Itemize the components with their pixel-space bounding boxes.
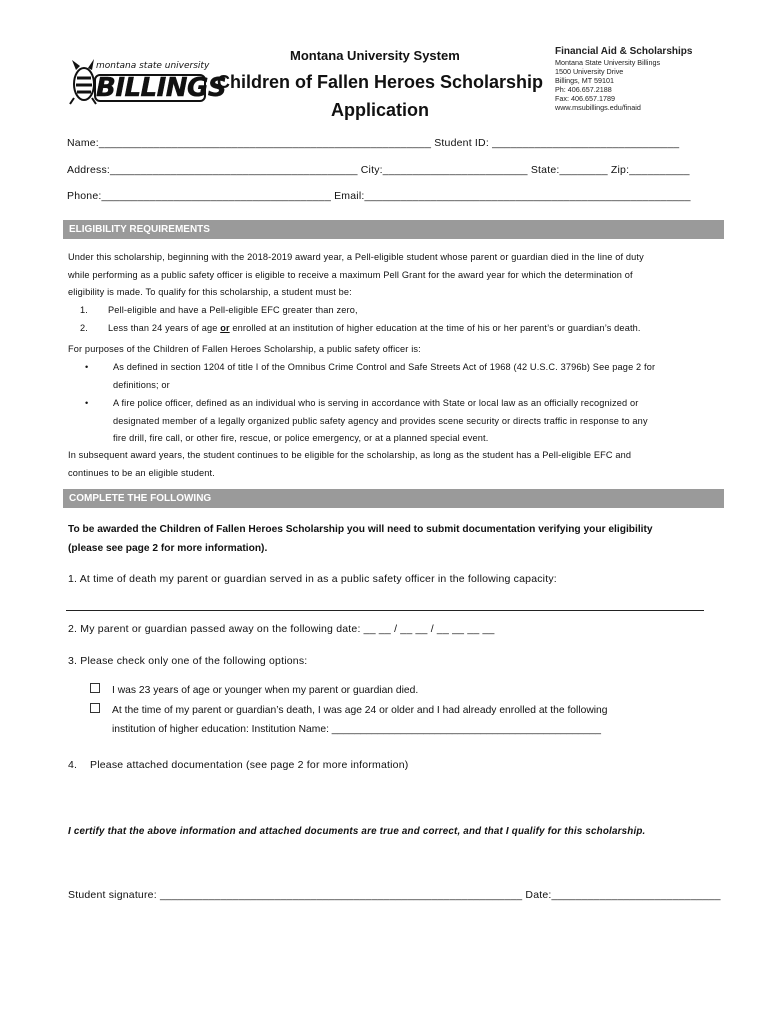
eligibility-heading: ELIGIBILITY REQUIREMENTS <box>63 220 724 239</box>
fire-police-bullet <box>85 395 705 448</box>
question-4 <box>68 759 408 771</box>
checkbox-under-24[interactable] <box>90 683 100 693</box>
subsequent-years-note <box>68 447 708 482</box>
instruction-line: To be awarded the Children of Fallen Heroes Scholarship you will need to submit documentation verifying your eligibility <box>68 524 653 535</box>
institution-name-field[interactable]: institution of higher education: Institution Name: _______________________________________________ <box>112 724 601 735</box>
bullet-line: As defined in section 1204 of title I of the Omnibus Crime Control and Safe Streets Act of 1968 (42 U.S.C. 3796b) See page 2 for <box>113 362 656 372</box>
instruction-line: (please see page 2 for more information). <box>68 543 268 554</box>
note-line: In subsequent award years, the student continues to be eligible for the scholarship, as long as the student has a Pell-eligible EFC and <box>68 450 632 460</box>
office-line: 1500 University Drive <box>555 67 624 76</box>
question-1: 1. At time of death my parent or guardian served in as a public safety officer in the following capacity: <box>68 573 557 585</box>
requirement-text: enrolled at an institution of higher education at the time of his or her parent’s or guardian’s death. <box>229 323 641 333</box>
capacity-answer-line[interactable] <box>66 610 704 611</box>
intro-line: while performing as a public safety officer is eligible to receive a maximum Pell Grant for the award year for which the determination of <box>68 269 633 280</box>
phone-email-field[interactable]: Phone:______________________________________ Email:______________________________________________________ <box>67 190 691 202</box>
documentation-instruction <box>68 520 718 558</box>
option-label: I was 23 years of age or younger when my parent or guardian died. <box>112 685 419 696</box>
address-city-state-zip-field[interactable]: Address:_________________________________________ City:________________________ State:________ Zip:__________ <box>67 164 690 176</box>
requirement-1 <box>80 305 358 315</box>
office-line: Billings, MT 59101 <box>555 76 614 85</box>
office-line: Montana State University Billings <box>555 58 661 67</box>
signature-date-field[interactable]: Student signature: ____________________________________________________________ Date:____________________________ <box>68 889 721 901</box>
bullet-line: designated member of a legally organized public safety agency and provides scene security or directs traffic in response to any <box>113 415 648 426</box>
page-title <box>210 68 550 124</box>
question-number: 4. <box>68 759 78 771</box>
office-website: www.msubillings.edu/finaid <box>555 103 641 112</box>
requirement-number: 1. <box>80 305 88 315</box>
bullet-line: definitions; or <box>113 379 170 390</box>
option-under-24 <box>90 681 418 700</box>
question-2-date-field[interactable]: 2. My parent or guardian passed away on the following date: __ __ / __ __ / __ __ __ __ <box>68 623 495 635</box>
note-line: continues to be an eligible student. <box>68 467 215 478</box>
office-line: Fax: 406.657.1789 <box>555 94 615 103</box>
logo-university-text: montana state university <box>96 61 210 71</box>
intro-line: eligibility is made. To qualify for this scholarship, a student must be: <box>68 287 352 297</box>
title-line-1: Children of Fallen Heroes Scholarship <box>216 72 544 92</box>
requirement-number: 2. <box>80 323 88 333</box>
intro-line: Under this scholarship, beginning with the 2018-2019 award year, a Pell-eligible student whose parent or guardian died in the line of duty <box>68 252 644 262</box>
msu-billings-logo <box>68 58 227 106</box>
option-enrolled <box>90 701 608 739</box>
certification-statement: I certify that the above information and attached documents are true and correct, and that I qualify for this scholarship. <box>68 826 646 837</box>
definition-intro: For purposes of the Children of Fallen Heroes Scholarship, a public safety officer is: <box>68 344 421 354</box>
complete-heading: COMPLETE THE FOLLOWING <box>63 489 724 508</box>
bullet-line: fire drill, fire call, or other fire, rescue, or police emergency, or at a planned special event. <box>113 433 489 443</box>
requirement-text: Less than 24 years of age <box>108 323 221 333</box>
eligibility-intro <box>68 249 708 302</box>
system-name: Montana University System <box>290 48 460 63</box>
officer-definition-bullet <box>85 359 705 394</box>
requirement-2 <box>80 323 641 333</box>
bullet-line: A fire police officer, defined as an individual who is serving in accordance with State or local law as an officially recognized or <box>113 398 639 408</box>
office-name: Financial Aid & Scholarships <box>555 46 693 57</box>
logo-billings-text: BILLINGS <box>96 73 227 103</box>
requirement-text: Pell-eligible and have a Pell-eligible EFC greater than zero, <box>108 305 358 315</box>
requirement-emphasis: or <box>220 323 230 333</box>
question-3: 3. Please check only one of the following options: <box>68 655 308 667</box>
option-label: At the time of my parent or guardian’s death, I was age 24 or older and I had already enrolled at the following <box>112 705 608 716</box>
office-line: Ph: 406.657.2188 <box>555 85 612 94</box>
bullet-icon: • <box>85 398 89 408</box>
title-line-2: Application <box>331 100 429 120</box>
question-text: Please attached documentation (see page 2 for more information) <box>90 759 409 771</box>
office-contact <box>555 58 660 112</box>
bullet-icon: • <box>85 362 89 372</box>
checkbox-enrolled[interactable] <box>90 703 100 713</box>
name-student-id-field[interactable]: Name:_______________________________________________________ Student ID: _______________________________ <box>67 137 680 149</box>
